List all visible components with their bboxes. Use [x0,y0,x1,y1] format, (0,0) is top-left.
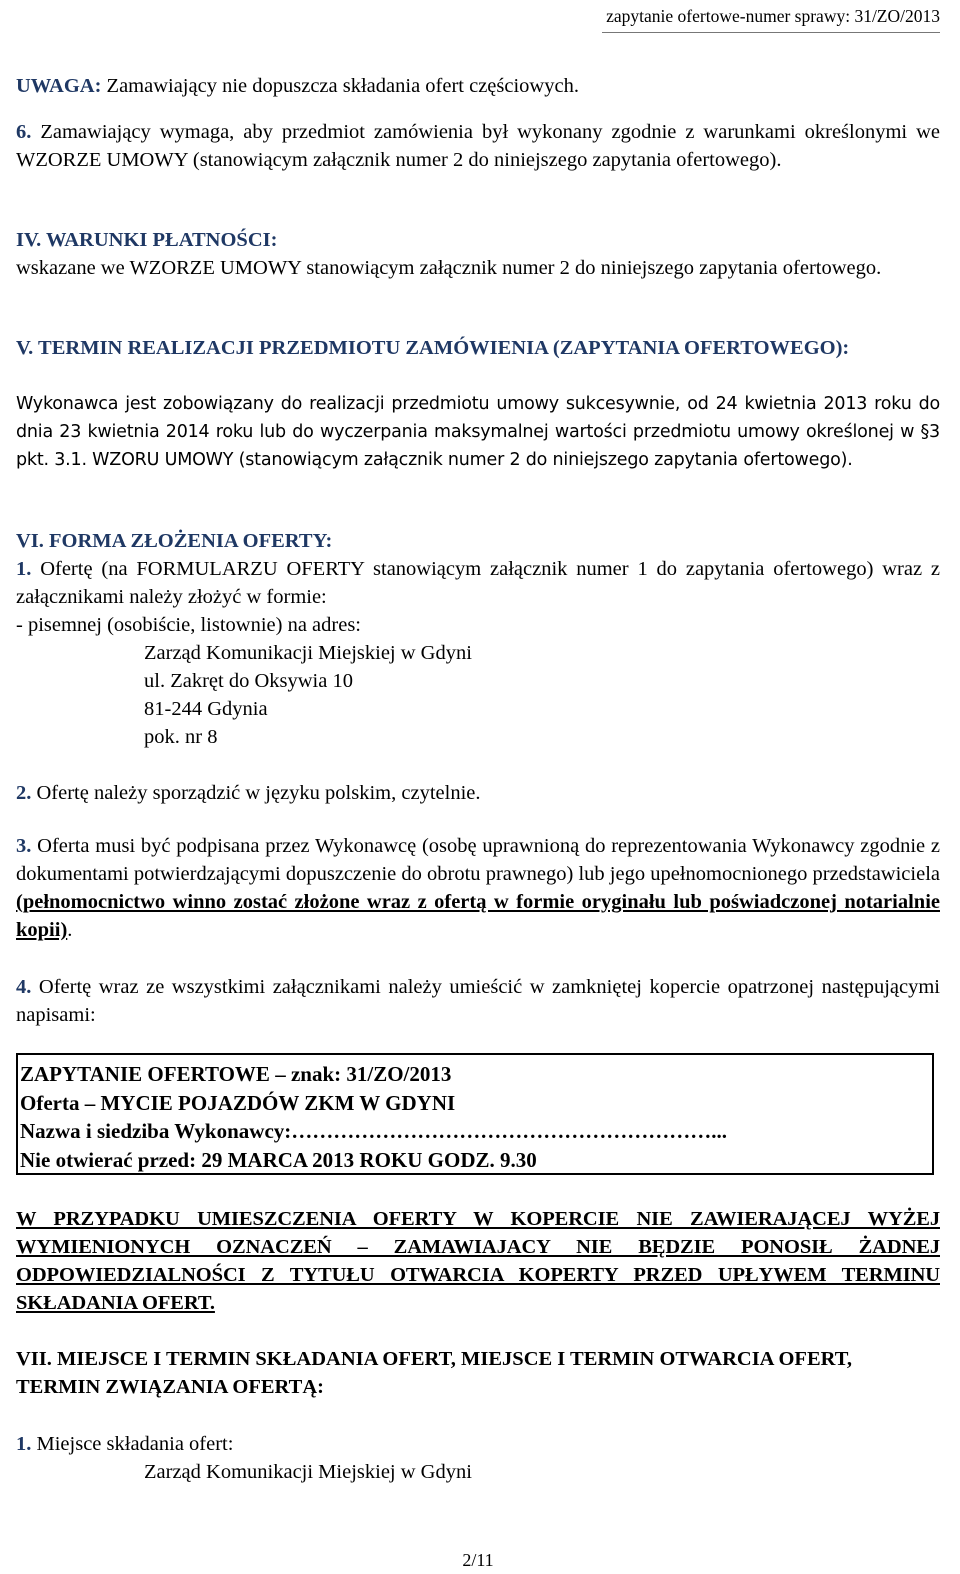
section-5-heading: V. TERMIN REALIZACJI PRZEDMIOTU ZAMÓWIENIA (ZAPYTANIA OFERTOWEGO): [16,337,850,359]
section-6-item-4-number: 4. [16,976,32,998]
section-6-item-1 [16,555,940,611]
section-6-item-3-end: . [67,919,73,941]
address-line-1: Zarząd Komunikacji Miejskiej w Gdyni [144,642,472,664]
envelope-line-3: Nazwa i siedziba Wykonawcy:……………………………………………………... [20,1119,728,1143]
address-line-2: ul. Zakręt do Oksywia 10 [144,670,353,692]
uwaga-label: UWAGA: [16,75,102,97]
section-6-item-3-number: 3. [16,835,32,857]
delivery-form-line: - pisemnej (osobiście, listownie) na adres: [16,614,361,636]
item-6 [16,118,940,174]
envelope-warning: W PRZYPADKU UMIESZCZENIA OFERTY W KOPERCIE NIE ZAWIERAJĄCEJ WYŻEJ WYMIENIONYCH OZNACZEŃ – ZAMAWIAJACY NIE BĘDZIE PONOSIŁ ŻADNEJ ODPOWIEDZIALNOŚCI Z TYTUŁU OTWARCIA KOPERTY PRZED UPŁYWEM TERMINU SKŁADANIA OFERT. [16,1208,940,1314]
item-6-text: Zamawiający wymaga, aby przedmiot zamówienia był wykonany zgodnie z warunkami określonymi we WZORZE UMOWY (stanowiącym załącznik numer 2 do niniejszego zapytania ofertowego). [16,121,940,171]
uwaga-note [16,72,940,100]
address-line-3: 81-244 Gdynia [144,698,268,720]
document-page [16,0,940,1574]
section-4-heading: IV. WARUNKI PŁATNOŚCI: [16,229,278,251]
section-7-address: Zarząd Komunikacji Miejskiej w Gdyni [144,1461,472,1483]
section-6-item-3-text: Oferta musi być podpisana przez Wykonawcę (osobę uprawnioną do reprezentowania Wykonawcy zgodnie z dokumentami potwierdzającymi dopuszczenie do obrotu prawnego) lub jego upełnomocnionego przedstawiciela [16,835,940,885]
address-line-4: pok. nr 8 [144,726,218,748]
section-6-item-2-text: Ofertę należy sporządzić w języku polskim, czytelnie. [31,782,481,804]
section-6-heading: VI. FORMA ZŁOŻENIA OFERTY: [16,530,333,552]
section-6-item-1-text: Ofertę (na FORMULARZU OFERTY stanowiącym załącznik numer 1 do zapytania ofertowego) wraz z załącznikami należy złożyć w formie: [16,558,940,608]
section-7-item-1 [16,1430,940,1458]
section-6-item-3 [16,832,940,944]
section-7-item-1-text: Miejsce składania ofert: [31,1433,234,1455]
section-6-item-2 [16,779,940,807]
section-7-heading: VII. MIEJSCE I TERMIN SKŁADANIA OFERT, MIEJSCE I TERMIN OTWARCIA OFERT, TERMIN ZWIĄZANIA OFERTĄ: [16,1348,852,1398]
page-header: zapytanie ofertowe-numer sprawy: 31/ZO/2013 [606,2,940,30]
section-6-item-1-number: 1. [16,558,32,580]
envelope-line-4: Nie otwierać przed: 29 MARCA 2013 ROKU GODZ. 9.30 [20,1147,537,1172]
section-6-item-4-text: Ofertę wraz ze wszystkimi załącznikami należy umieścić w zamkniętej kopercie opatrzonej następującymi napisami: [16,976,940,1026]
page-number: 2/11 [462,1550,494,1570]
envelope-line-1: ZAPYTANIE OFERTOWE – znak: 31/ZO/2013 [20,1062,452,1086]
section-4-text: wskazane we WZORZE UMOWY stanowiącym załącznik numer 2 do niniejszego zapytania ofertowego. [16,257,882,279]
envelope-label-box [16,1053,934,1175]
section-5-text: Wykonawca jest zobowiązany do realizacji przedmiotu umowy sukcesywnie, od 24 kwietnia 2013 roku do dnia 23 kwietnia 2014 roku lub do wyczerpania maksymalnej wartości przedmiotu umowy określonej w §3 pkt. 3.1. WZORU UMOWY (stanowiącym załącznik numer 2 do niniejszego zapytania ofertowego). [16,394,940,470]
section-6-item-4 [16,973,940,1029]
power-of-attorney-note: (pełnomocnictwo winno zostać złożone wraz z ofertą w formie oryginału lub poświadczonej notarialnie kopii) [16,891,940,941]
section-6-item-2-number: 2. [16,782,32,804]
section-7-item-1-number: 1. [16,1433,32,1455]
uwaga-text: Zamawiający nie dopuszcza składania ofert częściowych. [101,75,579,97]
envelope-line-2: Oferta – MYCIE POJAZDÓW ZKM W GDYNI [20,1090,456,1115]
item-6-number: 6. [16,121,32,143]
